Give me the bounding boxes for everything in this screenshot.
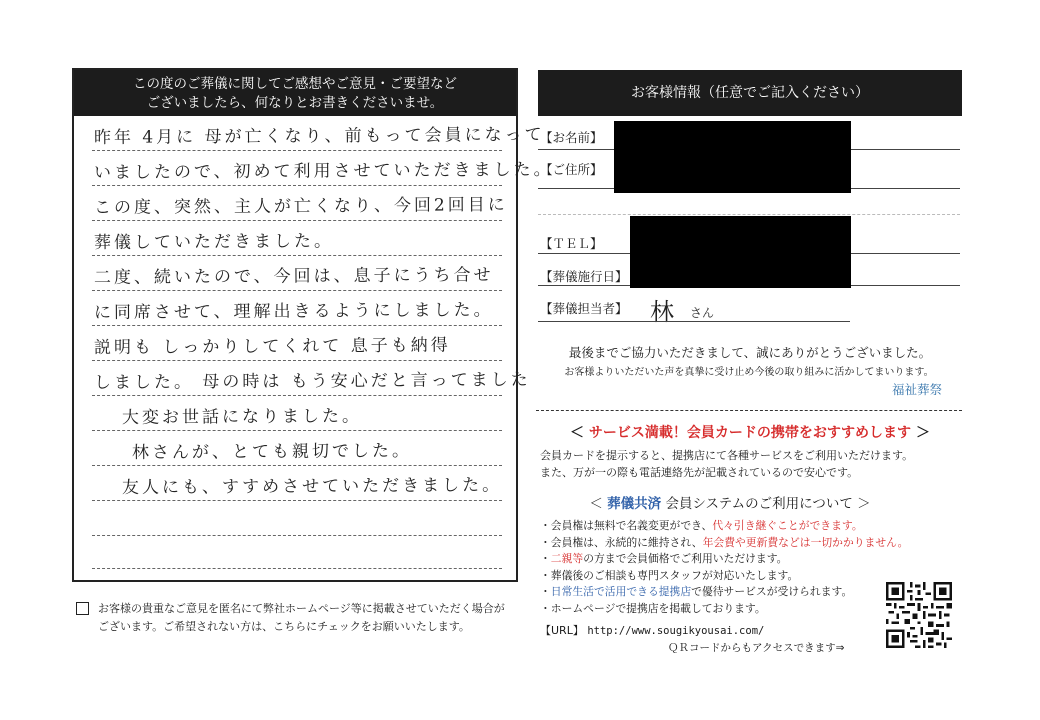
- comment-line-9: [92, 406, 502, 431]
- name-label: 【お名前】: [540, 130, 603, 145]
- benefit-5-bullet: ・: [540, 585, 551, 599]
- consent-checkbox[interactable]: [76, 602, 89, 615]
- benefit-3: [540, 551, 960, 568]
- subtitle-brand: 葬儀共済: [607, 496, 662, 512]
- member-card-banner: [538, 422, 962, 442]
- comment-line-12: [92, 535, 502, 536]
- handwritten-line-9: 大変お世話になりました。: [121, 406, 362, 428]
- comment-line-10: [92, 441, 502, 466]
- handwritten-line-4: 葬儀していただきました。: [93, 231, 334, 253]
- benefit-1-text: ・会員権は無料で名義変更ができ、: [540, 519, 713, 532]
- consent-text: [98, 600, 518, 636]
- banner-close-bracket: ＞: [915, 425, 930, 441]
- member-system-title: [540, 492, 920, 512]
- banner-open-bracket: ＜: [570, 425, 585, 441]
- consent-line1: お客様の貴重なご意見を匿名にて弊社ホームページ等に掲載させていただく場合が: [98, 602, 505, 615]
- url-label: 【URL】: [540, 624, 584, 637]
- benefit-2-text: ・会員権は、永続的に維持され、: [540, 535, 703, 549]
- benefit-2-highlight: 年会費や更新費などは一切かかりません。: [702, 535, 909, 549]
- handwritten-line-1: 昨年 4月に 母が亡くなり、前もって会員になって: [93, 124, 545, 148]
- comment-line-5: [92, 265, 502, 291]
- benefit-4: ・葬儀後のご相談も専門スタッフが対応いたします。: [540, 568, 799, 582]
- handwritten-line-2: いましたので、初めて利用させていただきました。: [93, 159, 554, 183]
- banner-text: サービス満載！会員カードの携帯をおすすめします: [588, 425, 912, 441]
- comment-header-line1: この度のご葬儀に関してご感想やご意見・ご要望など: [133, 76, 457, 92]
- handwritten-line-7: 説明も しっかりしてくれて 息子も納得: [93, 335, 451, 358]
- staff-honorific: さん: [690, 306, 715, 320]
- comment-line-8: [92, 369, 531, 396]
- comment-lines: [92, 116, 554, 576]
- handwritten-line-8: しました。 母の時は もう安心だと言ってました: [93, 369, 531, 393]
- redaction-tel-date: [630, 216, 851, 288]
- benefit-3-bullet: ・: [540, 552, 551, 566]
- handwritten-line-6: に同席させて、理解出きるようにしました。: [93, 300, 494, 323]
- qr-access-note: ＱＲコードからもアクセスできます⇒: [668, 642, 845, 654]
- website-url-row: [540, 622, 764, 638]
- subtitle-text: 会員システムのご利用について: [665, 496, 853, 512]
- handwritten-line-5: 二度、続いたので、今回は、息子にうち合せ: [93, 265, 494, 288]
- section-separator: [536, 410, 962, 411]
- comment-line-4: [92, 231, 502, 256]
- handwritten-line-3: この度、突然、主人が亡くなり、今回2回目に: [93, 195, 508, 218]
- consent-line2: ございます。ご希望されない方は、こちらにチェックをお願いいたします。: [98, 620, 470, 633]
- address-label: 【ご住所】: [540, 162, 603, 177]
- comment-header-line2: ございましたら、何なりとお書きくださいませ。: [146, 95, 444, 111]
- comment-line-2: [92, 159, 554, 186]
- staff-label: 【葬儀担当者】: [540, 301, 628, 316]
- staff-name-handwritten: 林: [650, 298, 674, 326]
- thanks-line1: 最後までご協力いただきまして、誠にありがとうございました。: [568, 345, 932, 360]
- date-label: 【葬儀施行日】: [540, 269, 628, 284]
- subtitle-close-bracket: ＞: [857, 496, 871, 512]
- thanks-line2: お客様よりいただいた声を真摯に受け止め今後の取り組みに活かしてまいります。: [564, 367, 934, 378]
- benefit-3-highlight: 二親等: [550, 552, 584, 566]
- brand-name: 福祉葬祭: [891, 382, 942, 397]
- comment-line-13: [92, 568, 502, 569]
- desc-line1: 会員カードを提示すると、提携店にて各種サービスをご利用いただけます。: [540, 449, 914, 462]
- benefit-2: [540, 535, 960, 552]
- address-rule-2: [538, 214, 960, 215]
- benefit-3-text: の方まで会員価格でご利用いただけます。: [583, 552, 788, 566]
- desc-line2: また、万が一の際も電話連絡先が記載されているので安心です。: [540, 466, 859, 479]
- member-card-description: [540, 447, 960, 481]
- subtitle-open-bracket: ＜: [589, 496, 603, 512]
- benefit-1: [540, 518, 960, 535]
- benefit-6: ・ホームページで提携店を掲載しております。: [540, 601, 766, 615]
- qr-code-icon[interactable]: [886, 582, 952, 648]
- benefit-5-highlight: 日常生活で活用できる提携店: [550, 585, 692, 599]
- comment-line-7: [92, 335, 502, 361]
- redaction-name-address: [614, 121, 851, 193]
- benefit-1-highlight: 代々引き継ぐことができます。: [712, 519, 863, 532]
- comment-line-3: [92, 195, 508, 221]
- benefit-5-text: で優待サービスが受けられます。: [691, 585, 853, 599]
- staff-rule: [538, 321, 850, 322]
- customer-info-header: お客様情報（任意でご記入ください）: [538, 70, 962, 116]
- handwritten-line-11: 友人にも、すすめさせていただきました。: [121, 475, 503, 498]
- comment-line-6: [92, 300, 502, 326]
- comment-line-1: [92, 124, 545, 151]
- handwritten-line-10: 林さんが、とても親切でした。: [131, 441, 412, 463]
- website-url[interactable]: http://www.sougikyousai.com/: [587, 625, 765, 637]
- tel-label: 【ＴＥＬ】: [540, 236, 603, 251]
- comment-box-header: [74, 70, 516, 116]
- comment-line-11: [92, 475, 503, 501]
